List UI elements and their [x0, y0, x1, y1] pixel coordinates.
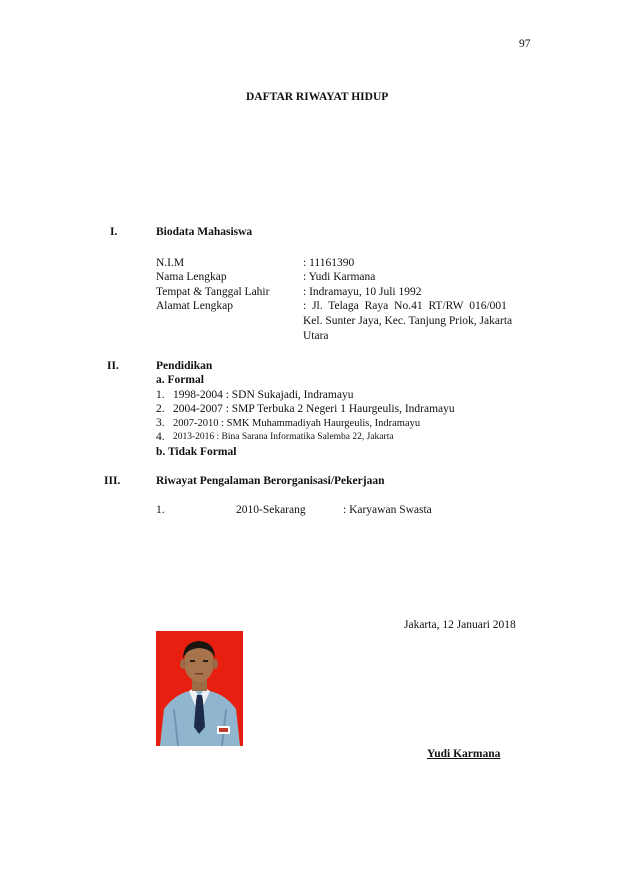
formal-heading: a. Formal — [156, 374, 204, 386]
section-numeral-pengalaman: III. — [104, 475, 121, 487]
profile-photo — [156, 631, 243, 746]
biodata-value-name: : Yudi Karmana — [303, 271, 376, 283]
biodata-value-nim: : 11161390 — [303, 257, 355, 269]
biodata-address-line2: Kel. Sunter Jaya, Kec. Tanjung Priok, Jakarta — [303, 315, 513, 327]
page-number: 97 — [519, 38, 531, 50]
formal-item-text: 2013-2016 : Bina Sarana Informatika Salemba 22, Jakarta — [173, 432, 394, 442]
section-numeral-pendidikan: II. — [107, 360, 119, 372]
biodata-address-line3: Utara — [303, 330, 329, 342]
biodata-label-nim: N.I.M — [156, 257, 185, 269]
nonformal-heading: b. Tidak Formal — [156, 446, 237, 458]
biodata-label-address: Alamat Lengkap — [156, 300, 233, 312]
formal-item-text: 2007-2010 : SMK Muhammadiyah Haurgeulis, Indramayu — [173, 418, 421, 429]
biodata-label-birth: Tempat & Tanggal Lahir — [156, 286, 270, 298]
formal-item-num: 1. — [156, 389, 165, 401]
formal-item-num: 3. — [156, 417, 165, 429]
signature-place-date: Jakarta, 12 Januari 2018 — [404, 619, 516, 631]
section-heading-pengalaman: Riwayat Pengalaman Berorganisasi/Pekerjaan — [156, 475, 385, 487]
experience-item-period: 2010-Sekarang — [236, 504, 306, 516]
signature-name: Yudi Karmana — [427, 748, 501, 760]
formal-item-num: 2. — [156, 403, 165, 415]
biodata-value-birth: : Indramayu, 10 Juli 1992 — [303, 286, 422, 298]
section-heading-pendidikan: Pendidikan — [156, 360, 213, 372]
page-title: DAFTAR RIWAYAT HIDUP — [246, 91, 389, 103]
section-heading-biodata: Biodata Mahasiswa — [156, 226, 253, 238]
experience-item-role: : Karyawan Swasta — [343, 504, 432, 516]
section-numeral-biodata: I. — [110, 226, 118, 238]
experience-item-num: 1. — [156, 504, 165, 516]
formal-item-text: 2004-2007 : SMP Terbuka 2 Negeri 1 Haurgeulis, Indramayu — [173, 403, 455, 415]
biodata-label-name: Nama Lengkap — [156, 271, 227, 283]
formal-item-text: 1998-2004 : SDN Sukajadi, Indramayu — [173, 389, 354, 401]
formal-item-num: 4. — [156, 431, 165, 443]
biodata-value-address: : Jl. Telaga Raya No.41 RT/RW 016/001 — [303, 300, 507, 312]
